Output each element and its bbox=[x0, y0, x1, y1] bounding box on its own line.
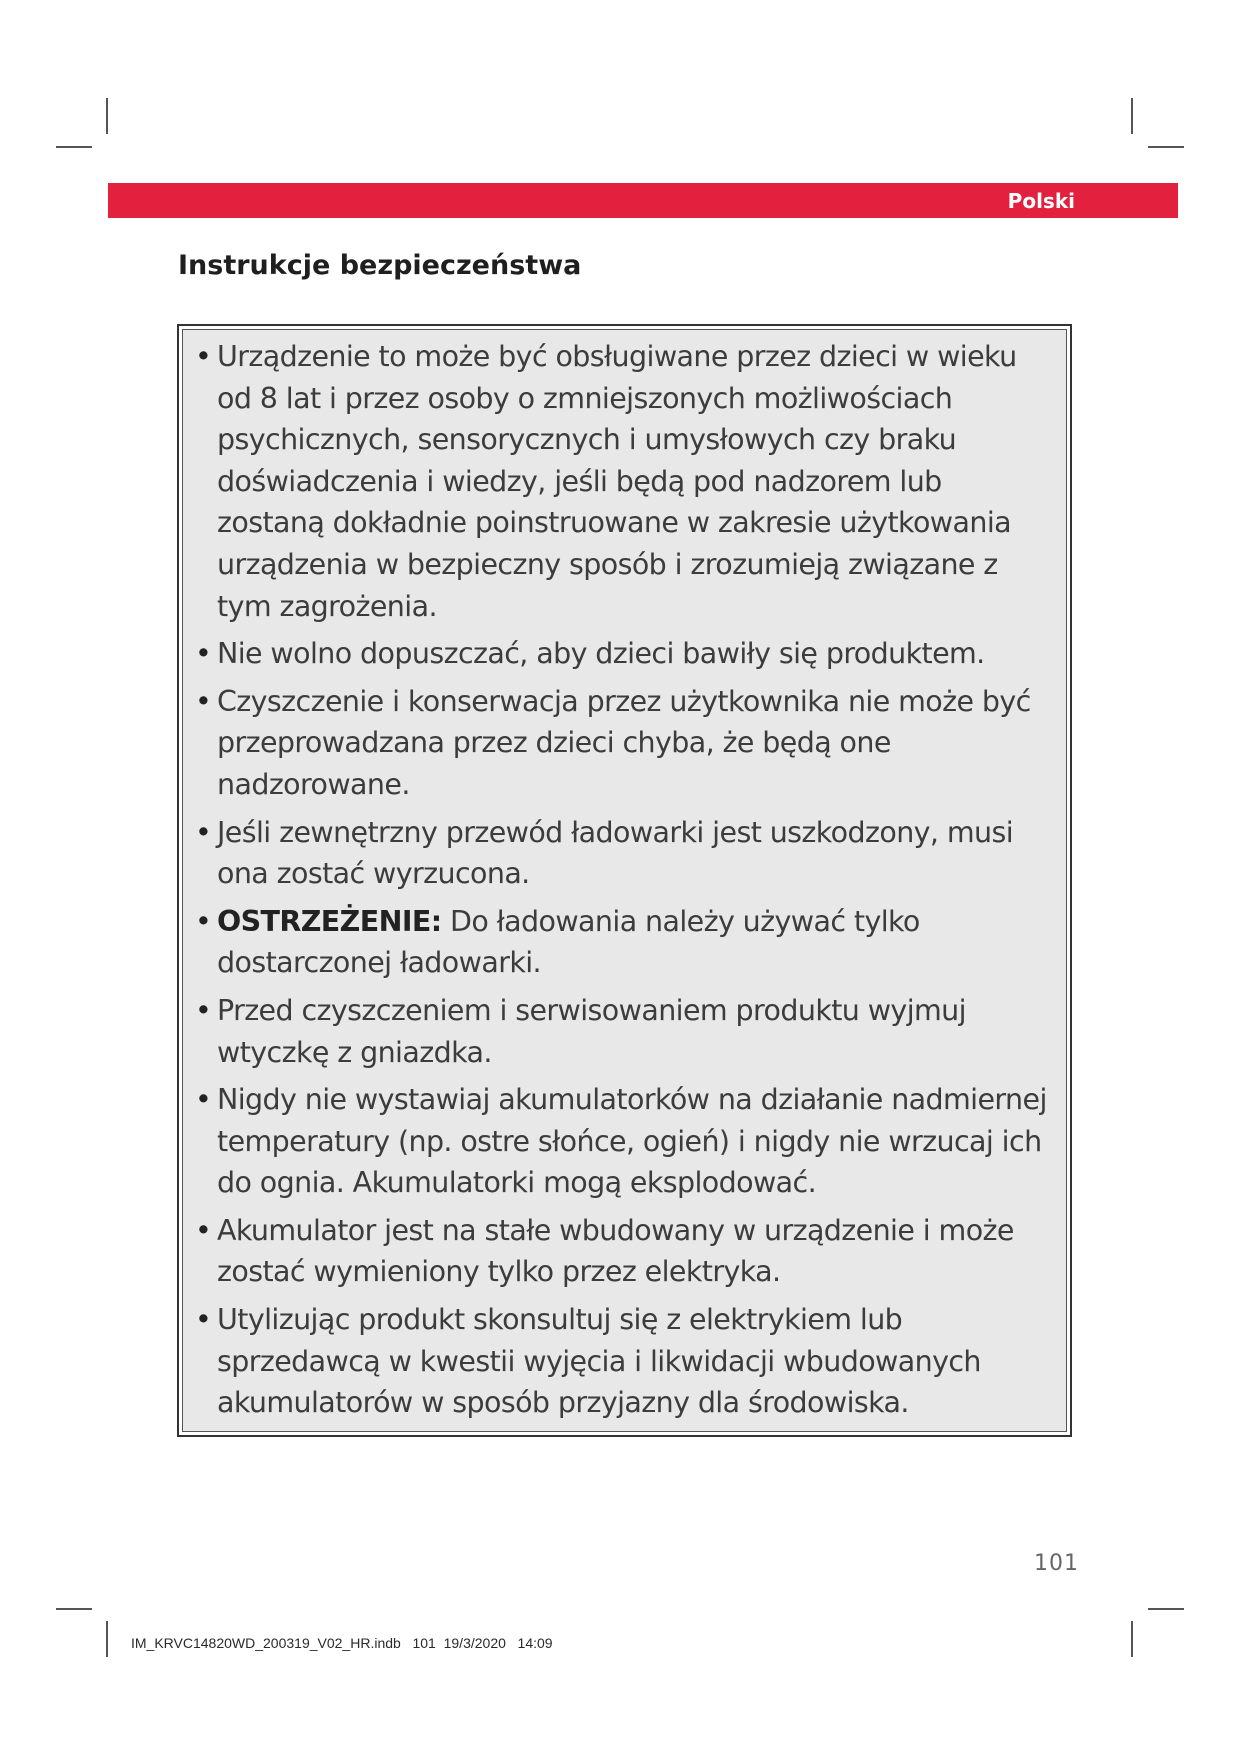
safety-instructions-box bbox=[177, 324, 1072, 1437]
safety-item bbox=[195, 681, 1056, 806]
safety-item bbox=[195, 1079, 1056, 1204]
bullet-icon: • bbox=[195, 637, 212, 671]
crop-mark-top-left-vertical bbox=[106, 98, 108, 134]
crop-mark-bottom-left-horizontal bbox=[56, 1608, 92, 1610]
safety-item-text: Utylizując produkt skonsultuj się z elektrykiem lub sprzedawcą w kwestii wyjęcia i likwidacji wbudowanych akumulatorów w sposób przyjazny dla środowiska. bbox=[217, 1303, 981, 1420]
language-header-bar bbox=[108, 183, 1178, 218]
safety-item-text: Nigdy nie wystawiaj akumulatorków na działanie nadmiernej temperatury (np. ostre słońce, ogień) i nigdy nie wrzucaj ich do ognia. Akumulatorki mogą eksplodować. bbox=[217, 1083, 1047, 1200]
bullet-icon: • bbox=[195, 993, 212, 1027]
crop-mark-bottom-right-horizontal bbox=[1148, 1608, 1184, 1610]
safety-item-text: Akumulator jest na stałe wbudowany w urządzenie i może zostać wymieniony tylko przez elektryka. bbox=[217, 1213, 1014, 1289]
page-number: 101 bbox=[1034, 1551, 1079, 1576]
crop-mark-bottom-right-vertical bbox=[1131, 1621, 1133, 1657]
bullet-icon: • bbox=[195, 1083, 212, 1117]
crop-mark-top-right-horizontal bbox=[1148, 146, 1184, 148]
safety-item-text: Do ładowania należy używać tylko dostarczonej ładowarki. bbox=[217, 904, 920, 980]
safety-item bbox=[195, 990, 1056, 1073]
bullet-icon: • bbox=[195, 340, 212, 373]
language-label: Polski bbox=[1007, 189, 1075, 213]
safety-item bbox=[195, 336, 1056, 627]
bullet-icon: • bbox=[195, 1213, 212, 1247]
safety-item-text: Przed czyszczeniem i serwisowaniem produktu wyjmuj wtyczkę z gniazdka. bbox=[217, 993, 966, 1069]
safety-item bbox=[195, 1299, 1056, 1424]
safety-item bbox=[195, 633, 1056, 675]
safety-item-text: Czyszczenie i konserwacja przez użytkownika nie może być przeprowadzana przez dzieci chyba, że będą one nadzorowane. bbox=[217, 684, 1031, 801]
safety-item-text: Nie wolno dopuszczać, aby dzieci bawiły się produktem. bbox=[217, 637, 985, 671]
section-title: Instrukcje bezpieczeństwa bbox=[178, 250, 582, 281]
safety-item bbox=[195, 812, 1056, 895]
crop-mark-top-left-horizontal bbox=[56, 146, 92, 148]
bullet-icon: • bbox=[195, 815, 212, 849]
safety-instructions-inner bbox=[182, 329, 1067, 1432]
safety-item-text: Urządzenie to może być obsługiwane przez dzieci w wieku od 8 lat i przez osoby o zmniejszonych możliwościach psychicznych, sensorycznych i umysłowych czy braku doświadczenia i wiedzy, jeśli będą pod nadzorem lub zostaną dokładnie poinstruowane w zakresie użytkowania urządzenia w bezpieczny sposób i zrozumieją związane z tym zagrożenia. bbox=[217, 340, 1017, 623]
print-file-info: IM_KRVC14820WD_200319_V02_HR.indb 101 19/3/2020 14:09 bbox=[131, 1635, 553, 1651]
safety-item bbox=[195, 901, 1056, 984]
bullet-icon: • bbox=[195, 684, 212, 718]
warning-label: OSTRZEŻENIE: bbox=[217, 904, 442, 938]
safety-item bbox=[195, 1210, 1056, 1293]
crop-mark-bottom-left-vertical bbox=[106, 1621, 108, 1657]
safety-item-text: Jeśli zewnętrzny przewód ładowarki jest uszkodzony, musi ona zostać wyrzucona. bbox=[217, 815, 1014, 891]
bullet-icon: • bbox=[195, 904, 212, 938]
safety-instructions-list bbox=[195, 336, 1056, 1424]
crop-mark-top-right-vertical bbox=[1131, 98, 1133, 134]
bullet-icon: • bbox=[195, 1303, 212, 1337]
